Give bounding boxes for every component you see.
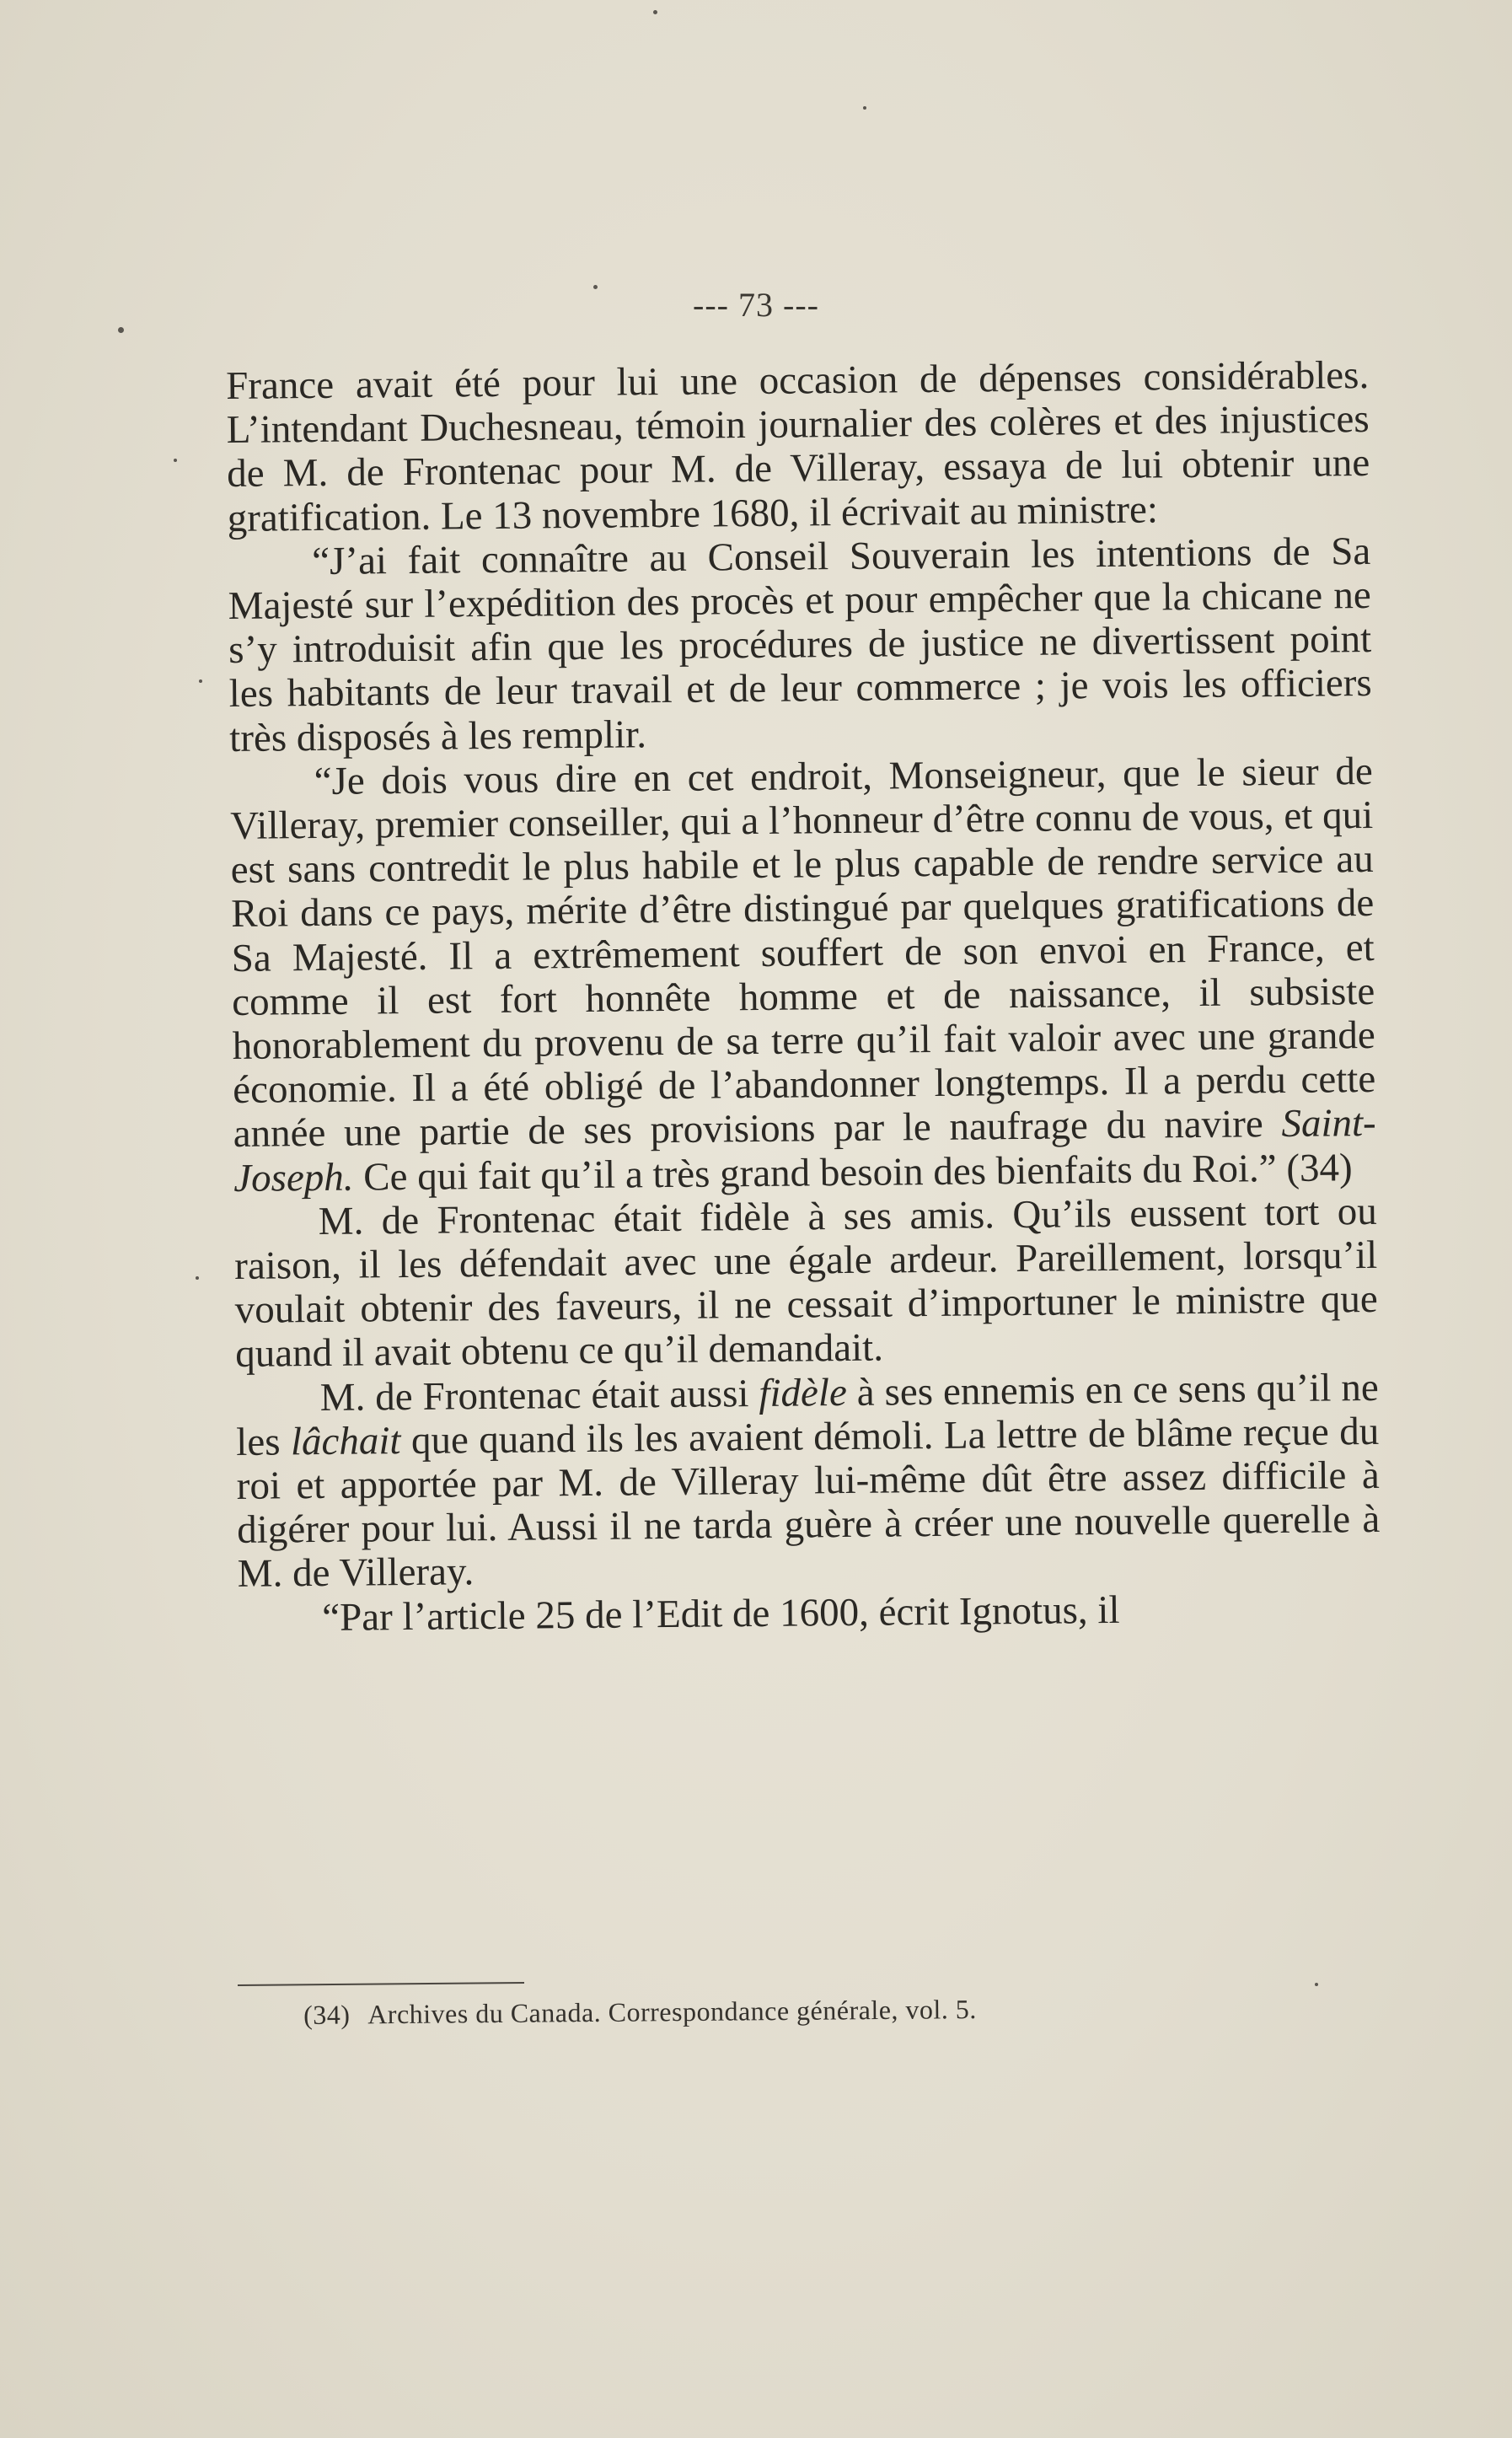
paper-speck <box>199 679 202 683</box>
text-run: que quand ils les avaient démoli. La lettre de blâme reçue du roi et apportée par M. de Villeray lui-même dût être assez difficile à digérer pour lui. Aussi il ne tarda guère à créer une nouvelle querelle à M. de Villeray. <box>236 1409 1381 1597</box>
paragraph <box>226 353 1370 540</box>
paper-speck <box>1315 1983 1318 1986</box>
paragraph <box>234 1189 1379 1377</box>
text-run: à ses ennemis en ce sens qu’il ne les <box>236 1365 1379 1464</box>
page-number: --- 73 --- <box>693 286 819 324</box>
footnote-marker: (34) <box>303 1999 351 2030</box>
paper-speck <box>863 106 866 110</box>
text-run: France avait été pour lui une occasion de dépenses considérables. L’intendant Duchesneau, témoin journalier des colères et des injustices de M. de Frontenac pour M. de Villeray, essaya de lui obtenir une gratification. Le 13 novembre 1680, il écrivait au ministre: <box>226 352 1370 540</box>
text-run: M. de Frontenac était fidèle à ses amis. Qu’ils eussent tort ou raison, il les défendait avec une égale ardeur. Pareillement, lorsqu’il voulait obtenir des faveurs, il ne cessait d’importuner le ministre que quand il avait obtenu ce qu’il demandait. <box>234 1189 1378 1377</box>
italic-text: Saint-Joseph. <box>233 1101 1376 1200</box>
paper-speck <box>196 1276 199 1280</box>
italic-text: fidèle <box>759 1370 848 1415</box>
text-run: M. de Frontenac était aussi <box>319 1371 759 1420</box>
text-run: Ce qui fait qu’il a très grand besoin des bienfaits du Roi.” (34) <box>353 1145 1353 1200</box>
text-run: “Par l’article 25 de l’Edit de 1600, écrit Ignotus, il <box>322 1587 1120 1640</box>
paragraph <box>228 529 1372 760</box>
paper-speck <box>118 327 124 333</box>
paragraph <box>230 749 1377 1200</box>
text-run: “J’ai fait connaître au Conseil Souverain les intentions de Sa Majesté sur l’expédition des procès et pour empêcher que la chicane ne s’y introduisit afin que les procédures de justice ne divertissent point les habitants de leur travail et de leur commerce ; je vois les officiers très disposés à les remplir. <box>228 529 1372 760</box>
italic-text: lâchait <box>290 1418 401 1464</box>
paragraph <box>236 1366 1381 1597</box>
text-run: “Je dois vous dire en cet endroit, Monseigneur, que le sieur de Villeray, premier conseiller, qui a l’honneur d’être connu de vous, et qui est sans contredit le plus habile et le plus capable de rendre service au Roi dans ce pays, mérite d’être distingué par quelques gratifications de Sa Majesté. Il a extrêmement souffert de son envoi en France, et comme il est fort honnête homme et de naissance, il subsiste honorablement du provenu de sa terre qu’il fait valoir avec une grande économie. Il a été obligé de l’abandonner longtemps. Il a perdu cette année une partie de ses provisions par le naufrage du navire <box>230 749 1376 1157</box>
footnote-text: Archives du Canada. Correspondance générale, vol. 5. <box>367 1994 977 2030</box>
body-text <box>226 353 1381 1641</box>
paper-speck <box>174 459 177 462</box>
paper-speck <box>653 10 657 14</box>
